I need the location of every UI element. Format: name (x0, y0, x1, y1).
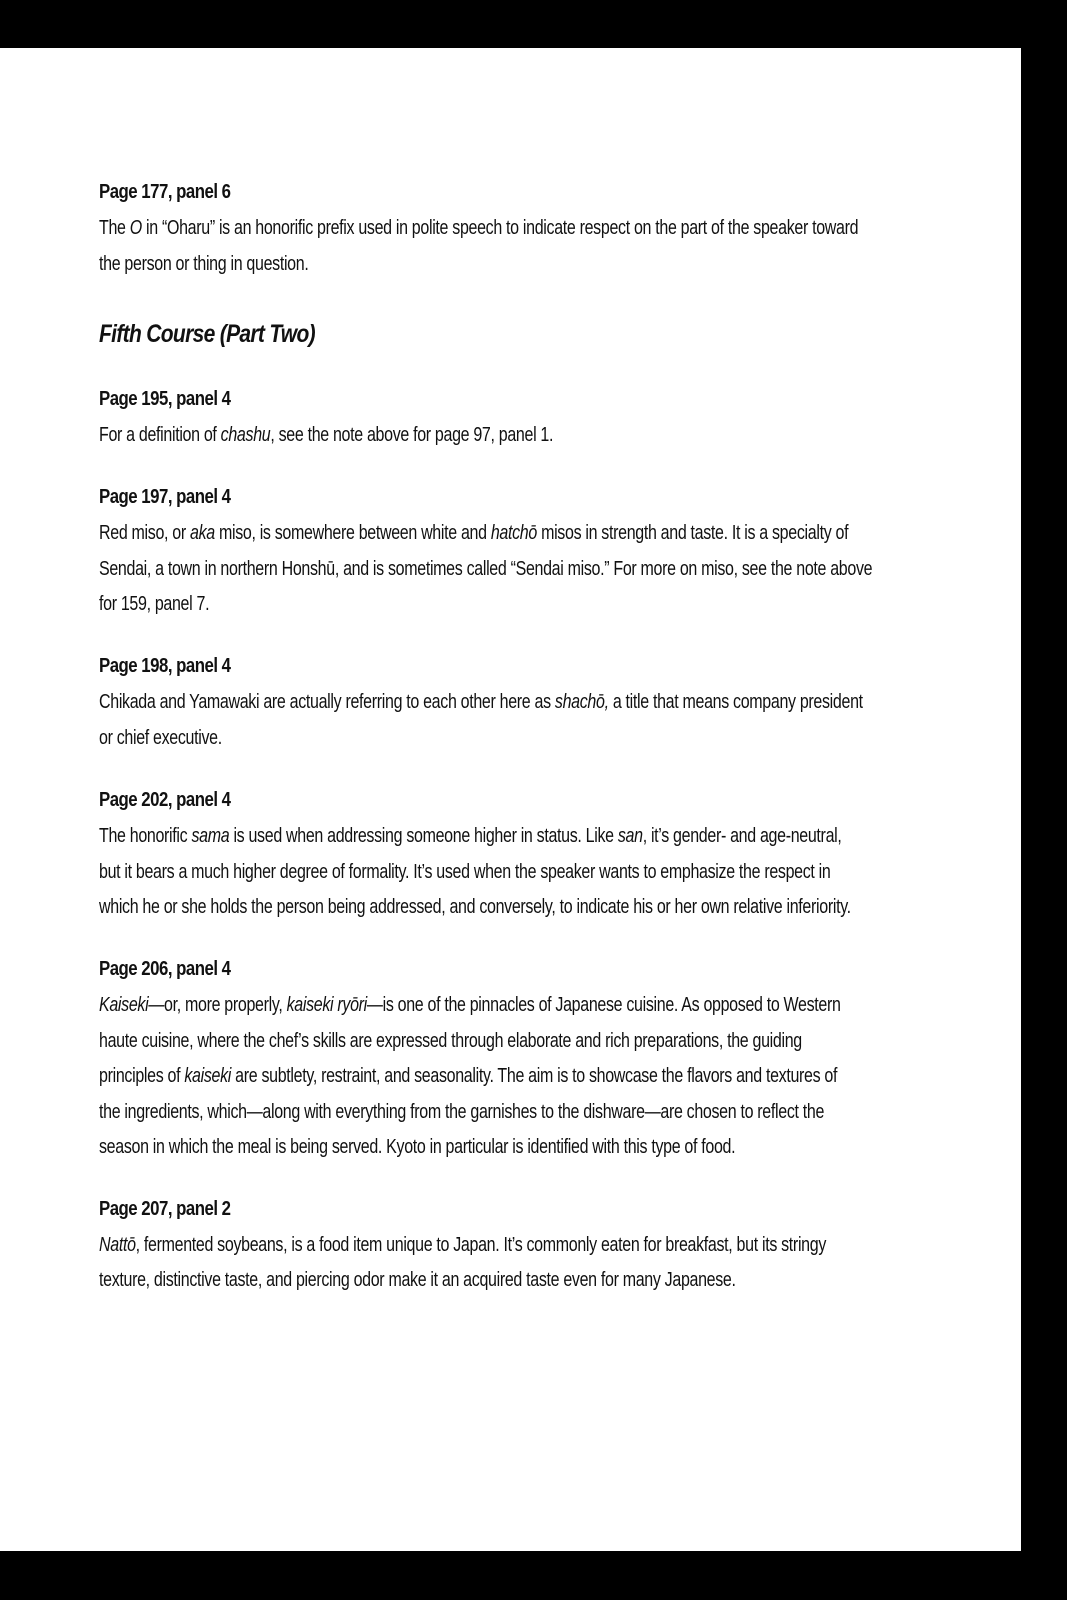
note-line: but it bears a much higher degree of formality. It’s used when the speaker wants to emphasize the respect in (99, 861, 831, 883)
note-line: haute cuisine, where the chef’s skills are expressed through elaborate and rich preparations, the guiding (99, 1030, 802, 1052)
italic-term: san (617, 825, 643, 847)
note-line: texture, distinctive taste, and piercing odor make it an acquired taste even for many Japanese. (99, 1269, 736, 1291)
note-heading: Page 206, panel 4 (99, 958, 231, 980)
note-line: For a definition of chashu, see the note above for page 97, panel 1. (99, 424, 554, 446)
note-line: The honorific sama is used when addressing someone higher in status. Like san, it’s gender- and age-neutral, (99, 825, 842, 847)
italic-term: kaiseki (184, 1065, 232, 1087)
note-line: Nattō, fermented soybeans, is a food item unique to Japan. It’s commonly eaten for breakfast, but its stringy (99, 1234, 827, 1256)
note-line: The O in “Oharu” is an honorific prefix used in polite speech to indicate respect on the part of the speaker toward (99, 217, 859, 239)
italic-term: Nattō (99, 1234, 136, 1256)
note-heading: Page 197, panel 4 (99, 486, 231, 508)
document-page (0, 48, 1021, 1551)
note-line: Sendai, a town in northern Honshū, and is sometimes called “Sendai miso.” For more on miso, see the note above (99, 558, 873, 580)
note-heading: Page 198, panel 4 (99, 655, 231, 677)
italic-term: sama (191, 825, 230, 847)
note-heading: Page 195, panel 4 (99, 388, 231, 410)
section-title: Fifth Course (Part Two) (99, 320, 315, 348)
note-line: Chikada and Yamawaki are actually referring to each other here as shachō, a title that means company president (99, 691, 863, 713)
italic-term: O (129, 217, 142, 239)
note-heading: Page 177, panel 6 (99, 181, 231, 203)
note-line: season in which the meal is being served. Kyoto in particular is identified with this type of food. (99, 1136, 736, 1158)
italic-term: hatchō (490, 522, 537, 544)
italic-term: shachō, (554, 691, 609, 713)
italic-term: chashu (220, 424, 271, 446)
note-line: which he or she holds the person being addressed, and conversely, to indicate his or her own relative inferiority. (99, 896, 851, 918)
note-heading: Page 202, panel 4 (99, 789, 231, 811)
italic-term: aka (189, 522, 215, 544)
italic-term: Kaiseki (99, 994, 149, 1016)
note-line: the person or thing in question. (99, 253, 309, 275)
note-line: for 159, panel 7. (99, 593, 210, 615)
note-line: principles of kaiseki are subtlety, restraint, and seasonality. The aim is to showcase the flavors and textures of (99, 1065, 838, 1087)
note-line: or chief executive. (99, 727, 222, 749)
note-line: Red miso, or aka miso, is somewhere between white and hatchō misos in strength and taste. It is a specialty of (99, 522, 849, 544)
note-heading: Page 207, panel 2 (99, 1198, 231, 1220)
note-line: the ingredients, which—along with everything from the garnishes to the dishware—are chosen to reflect the (99, 1101, 825, 1123)
italic-term: kaiseki ryōri (286, 994, 367, 1016)
note-line: Kaiseki—or, more properly, kaiseki ryōri—is one of the pinnacles of Japanese cuisine. As opposed to Western (99, 994, 841, 1016)
